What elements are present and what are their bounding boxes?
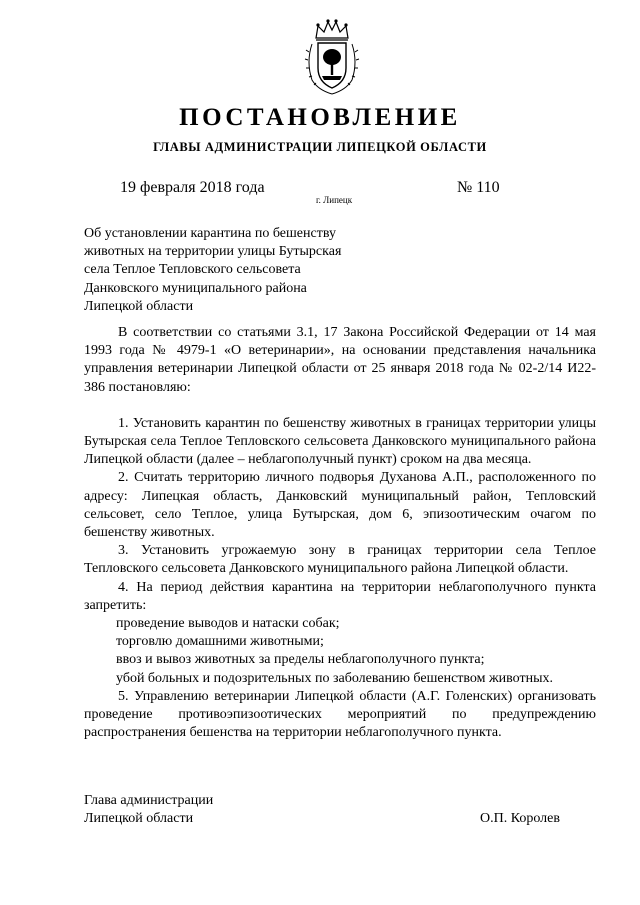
prohibition-item: проведение выводов и натаски собак;	[116, 616, 340, 632]
subject-line: Об установлении карантина по бешенству	[84, 226, 336, 241]
subject-line: животных на территории улицы Бутырская	[84, 244, 342, 260]
prohibition-item: ввоз и вывоз животных за пределы неблагополучного пункта;	[116, 652, 485, 668]
paragraph-5: 5. Управлению ветеринарии Липецкой области (А.Г. Голенских) организовать проведение противоэпизоотических мероприятий по предупреждению распространения бешенства на территории неблагополучного пункта.	[84, 688, 596, 741]
prohibition-item: убой больных и подозрительных по заболеванию бешенством животных.	[116, 670, 554, 686]
document-title: ПОСТАНОВЛЕНИЕ	[179, 104, 461, 131]
document-number: № 110	[457, 179, 500, 196]
preamble-paragraph: В соответствии со статьями 3.1, 17 Закона Российской Федерации от 14 мая 1993 года № 4979-1 «О ветеринарии», на основании представления начальника управления ветеринарии Липецкой области от 25 января 2018 года № 02-2/14 И22-386 постановляю:	[84, 325, 596, 395]
paragraph-2: 2. Считать территорию личного подворья Духанова А.П., расположенного по адресу: Липецкая область, Данковский муниципальный район, Тепловский сельсовет, село Теплое, улица Бутырская, дом 6, эпизоотическим очагом по бешенству животных.	[84, 470, 596, 541]
document-subject	[84, 225, 384, 316]
signature-position	[84, 792, 213, 828]
signature-position-line: Липецкой области	[84, 811, 194, 827]
document-body	[84, 324, 596, 742]
coat-of-arms-icon	[304, 18, 360, 96]
signature-name: О.П. Королев	[480, 811, 560, 826]
coat-of-arms-emblem	[304, 18, 360, 96]
subject-line: села Теплое Тепловского сельсовета	[84, 262, 301, 278]
document-subtitle: ГЛАВЫ АДМИНИСТРАЦИИ ЛИПЕЦКОЙ ОБЛАСТИ	[153, 140, 487, 154]
document-city: г. Липецк	[316, 195, 353, 205]
prohibition-item: торговлю домашними животными;	[116, 634, 324, 650]
subject-line: Данковского муниципального района	[84, 280, 307, 296]
signature-position-line: Глава администрации	[84, 793, 214, 808]
paragraph-1: 1. Установить карантин по бешенству животных в границах территории улицы Бутырская села Теплое Тепловского сельсовета Данковского муниципального района Липецкой области (далее – неблагополучный пункт) сроком на два месяца.	[84, 415, 596, 468]
subject-line: Липецкой области	[84, 298, 194, 314]
paragraph-4: 4. На период действия карантина на территории неблагополучного пункта запретить:	[84, 579, 596, 613]
document-date: 19 февраля 2018 года	[120, 179, 265, 196]
paragraph-3: 3. Установить угрожаемую зону в границах территории села Теплое Тепловского сельсовета Данковского муниципального района Липецкой области.	[84, 543, 596, 577]
